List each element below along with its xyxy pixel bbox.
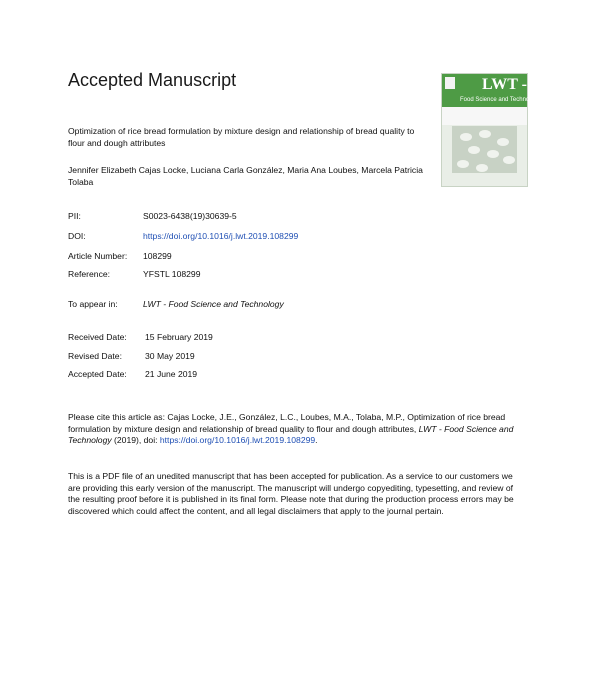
doi-label: DOI: — [68, 231, 86, 241]
citation-prefix: Please cite this article as: Cajas Locke, J.E., González, L.C., Loubes, M.A., Tolaba, M.P., Optimization of rice bread formulation by mixture design and relationship of bread quality to flour and dough attributes, — [68, 412, 506, 434]
manuscript-notice: This is a PDF file of an unedited manuscript that has been accepted for publication. As a service to our customers we are providing this early version of the manuscript. The manuscript will undergo copyediting, typesetting, and review of the resulting proof before it is published in its final form. Please note that during the production process errors may be discovered which could affect the content, and all legal disclaimers that apply to the journal pertain. — [68, 471, 514, 516]
revised-value: 30 May 2019 — [145, 351, 195, 361]
citation-paragraph — [68, 412, 520, 447]
cover-journal-subtitle: Food Science and Technology — [460, 97, 541, 103]
manuscript-heading: Accepted Manuscript — [68, 70, 237, 90]
received-label: Received Date: — [68, 332, 127, 342]
reference-label: Reference: — [68, 269, 111, 279]
citation-end: . — [315, 435, 318, 446]
article-title: Optimization of rice bread formulation by mixture design and relationship of bread quality to flour and dough attributes — [68, 126, 415, 148]
accepted-value: 21 June 2019 — [145, 369, 198, 379]
revised-label: Revised Date: — [68, 351, 122, 361]
citation-journal: LWT - Food Science and Technology — [68, 423, 514, 446]
journal-label: To appear in: — [68, 299, 118, 309]
cover-artwork — [452, 126, 517, 173]
journal-value: LWT - Food Science and Technology — [143, 299, 284, 309]
citation-suffix: (2019), doi: — [111, 435, 160, 446]
received-value: 15 February 2019 — [145, 332, 213, 342]
accepted-label: Accepted Date: — [68, 369, 127, 379]
article-number-value: 108299 — [143, 251, 172, 261]
article-number-label: Article Number: — [68, 251, 128, 261]
doi-link[interactable]: https://doi.org/10.1016/j.lwt.2019.108299 — [143, 231, 299, 241]
journal-cover-image — [441, 73, 541, 187]
cover-band — [442, 107, 527, 125]
authors: Jennifer Elizabeth Cajas Locke, Luciana Carla González, Maria Ana Loubes, Marcela Patricia Tolaba — [68, 165, 423, 187]
publisher-logo-icon — [445, 77, 455, 89]
pii-label: PII: — [68, 211, 81, 221]
reference-value: YFSTL 108299 — [143, 269, 201, 279]
pii-value: S0023-6438(19)30639-5 — [143, 211, 237, 221]
citation-doi-link[interactable]: https://doi.org/10.1016/j.lwt.2019.108299 — [159, 435, 316, 446]
cover-journal-title: LWT - — [482, 76, 527, 93]
cover-header — [442, 74, 541, 107]
